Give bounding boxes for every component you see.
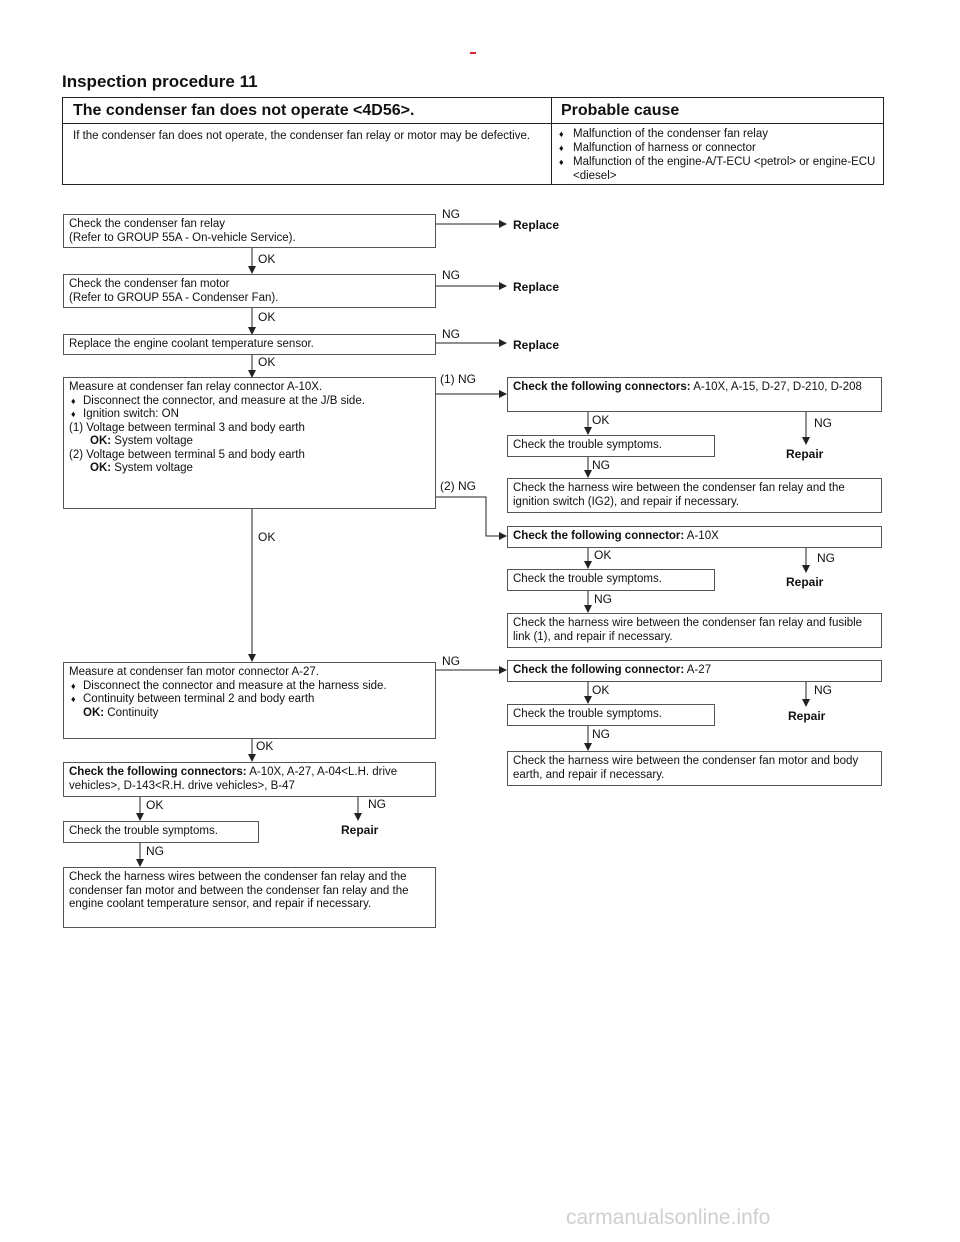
ng1-label: (1) NG xyxy=(440,372,476,386)
ok-value: System voltage xyxy=(114,435,193,447)
measure-relay-item: (1) Voltage between terminal 3 and body earth xyxy=(69,421,305,434)
trouble-symptoms-box xyxy=(507,704,715,726)
check-relay-line2: (Refer to GROUP 55A - On-vehicle Service). xyxy=(69,231,296,244)
probable-cause-title: Probable cause xyxy=(561,102,680,119)
measure-relay-bullet: ♦ Ignition switch: ON xyxy=(69,408,430,422)
harness-check-box xyxy=(507,478,882,513)
measure-relay-box xyxy=(63,377,436,509)
check-motor-line1: Check the condenser fan motor xyxy=(69,278,230,290)
check-relay-box xyxy=(63,214,436,248)
harness-check-text: Check the harness wire between the condenser fan motor and body earth, and repair if necessary. xyxy=(513,755,859,781)
check-connectors-final-box xyxy=(63,762,436,797)
ok-label: OK xyxy=(256,739,274,753)
check-connectors-box xyxy=(507,377,882,412)
measure-motor-title: Measure at condenser fan motor connector A-27. xyxy=(69,666,319,678)
connector-value: A-10X xyxy=(686,530,719,542)
check-relay-line1: Check the condenser fan relay xyxy=(69,218,225,230)
ok-value: System voltage xyxy=(114,462,193,474)
measure-motor-bullet: ♦ Continuity between terminal 2 and body earth xyxy=(69,693,430,707)
symptom-title: The condenser fan does not operate <4D56>. xyxy=(73,102,415,119)
trouble-symptoms-text: Check the trouble symptoms. xyxy=(69,825,218,837)
trouble-symptoms-box xyxy=(507,435,715,457)
harness-check-text: Check the harness wire between the condenser fan relay and fusible link (1), and repair if necessary. xyxy=(513,617,863,643)
trouble-symptoms-text: Check the trouble symptoms. xyxy=(513,573,662,585)
connectors-value: A-10X, A-15, D-27, D-210, D-208 xyxy=(693,381,862,393)
harness-final-box xyxy=(63,867,436,928)
replace-sensor-text: Replace the engine coolant temperature sensor. xyxy=(69,338,314,350)
trouble-symptoms-text: Check the trouble symptoms. xyxy=(513,708,662,720)
connectors-value: A-10X, A-27, A-04<L.H. drive vehicles>, D-143<R.H. drive vehicles>, B-47 xyxy=(69,766,398,792)
ng-label: NG xyxy=(146,844,164,858)
ng-label: NG xyxy=(442,654,460,668)
ok-value: Continuity xyxy=(107,706,159,719)
cause-item: ♦ Malfunction of the engine-A/T-ECU <petrol> or engine-ECU <diesel> xyxy=(559,155,883,183)
measure-motor-box xyxy=(63,662,436,739)
measure-relay-ok xyxy=(69,462,430,476)
connector-key: Check the following connector: xyxy=(513,530,685,542)
ng-label: NG xyxy=(594,592,612,606)
ok-label: OK xyxy=(258,310,276,324)
connectors-key: Check the following connectors: xyxy=(69,766,247,778)
replace-result: Replace xyxy=(513,218,560,232)
ok-label: OK xyxy=(258,355,276,369)
symptom-description: If the condenser fan does not operate, the condenser fan relay or motor may be defective. xyxy=(73,130,531,142)
measure-relay-bullet: ♦ Disconnect the connector, and measure at the J/B side. xyxy=(69,395,430,409)
ng-label: NG xyxy=(592,458,610,472)
ng-label: NG xyxy=(592,727,610,741)
ok-label: OK xyxy=(258,252,276,266)
check-motor-box xyxy=(63,274,436,308)
check-motor-line2: (Refer to GROUP 55A - Condenser Fan). xyxy=(69,291,279,304)
cause-item: ♦ Malfunction of the condenser fan relay xyxy=(559,127,883,141)
harness-check-box xyxy=(507,751,882,786)
ok-key: OK: xyxy=(90,435,112,447)
page-title: Inspection procedure 11 xyxy=(62,72,258,91)
measure-motor-bullet: ♦ Disconnect the connector and measure at the harness side. xyxy=(69,680,430,694)
repair-result: Repair xyxy=(786,575,824,589)
ng-label: NG xyxy=(368,797,386,811)
measure-relay-item: (2) Voltage between terminal 5 and body earth xyxy=(69,448,305,461)
ng-label: NG xyxy=(817,551,835,565)
ng-label: NG xyxy=(814,683,832,697)
repair-result: Repair xyxy=(788,709,826,723)
ng-label: NG xyxy=(442,268,460,282)
harness-final-text: Check the harness wires between the condenser fan relay and the condenser fan motor and between the condenser fan relay and the engine coolant temperature sensor, and repair if necessary. xyxy=(69,871,409,910)
ng-label: NG xyxy=(442,327,460,341)
measure-relay-ok xyxy=(69,435,430,449)
replace-sensor-box xyxy=(63,334,436,355)
ok-label: OK xyxy=(592,413,610,427)
ng2-label: (2) NG xyxy=(440,479,476,493)
check-connector-box xyxy=(507,660,882,682)
trouble-symptoms-box xyxy=(63,821,259,843)
trouble-symptoms-text: Check the trouble symptoms. xyxy=(513,439,662,451)
ok-label: OK xyxy=(594,548,612,562)
measure-relay-title: Measure at condenser fan relay connector A-10X. xyxy=(69,381,323,393)
repair-result: Repair xyxy=(786,447,824,461)
ok-key: OK: xyxy=(90,462,112,474)
ok-key: OK: xyxy=(83,706,105,719)
connector-value: A-27 xyxy=(686,664,712,676)
connector-key: Check the following connector: xyxy=(513,664,685,676)
check-connector-box xyxy=(507,526,882,548)
replace-result: Replace xyxy=(513,338,560,352)
harness-check-text: Check the harness wire between the condenser fan relay and the ignition switch (IG2), and repair if necessary. xyxy=(513,482,845,508)
replace-result: Replace xyxy=(513,280,560,294)
trouble-symptoms-box xyxy=(507,569,715,591)
repair-result: Repair xyxy=(341,823,379,837)
watermark: carmanualsonline.info xyxy=(566,1206,771,1229)
ng-label: NG xyxy=(814,416,832,430)
ok-label: OK xyxy=(258,530,276,544)
ng-label: NG xyxy=(442,207,460,221)
ok-label: OK xyxy=(146,798,164,812)
harness-check-box xyxy=(507,613,882,648)
ok-label: OK xyxy=(592,683,610,697)
connectors-key: Check the following connectors: xyxy=(513,381,691,393)
measure-motor-ok xyxy=(69,707,430,721)
cause-item: ♦ Malfunction of harness or connector xyxy=(559,141,883,155)
